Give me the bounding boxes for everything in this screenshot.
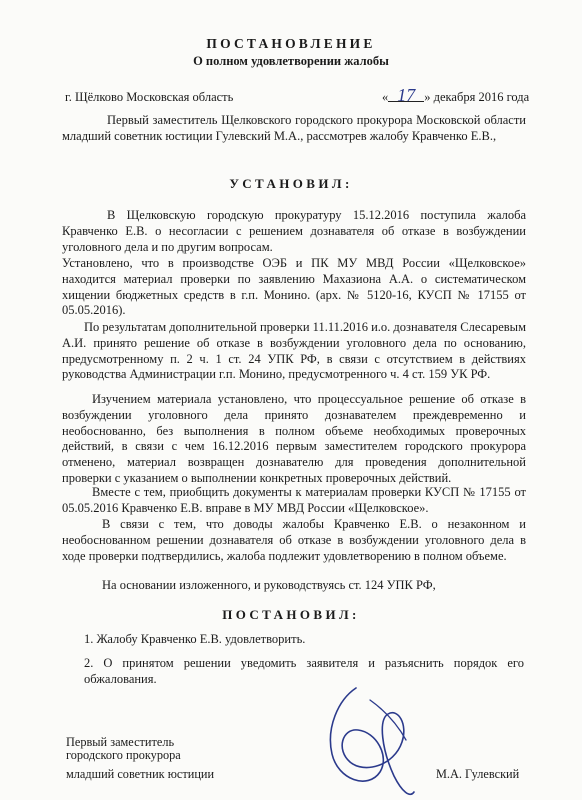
paragraph-study-of-material: Изучением материала установлено, что процессуальное решение об отказе в возбуждении уголовного дела принято дознавателем преждевременно и необоснованно, без выполнения в полном объеме необходимых проверочных действий, в связи с чем 16.12.2016 первым заместителем городского прокурора отменено, материал возвращен дознавателю для проведения дополнительной проверки с указанием о выполнении конкретных проверочных действий. — [62, 392, 526, 485]
signer-rank: младший советник юстиции — [66, 767, 215, 781]
document-place: г. Щёлково Московская область — [65, 90, 234, 104]
date-day-handwritten: 17 — [388, 90, 424, 102]
handwritten-signature — [298, 680, 448, 800]
document-subtitle: О полном удовлетворении жалобы — [193, 54, 389, 68]
paragraph-established: Установлено, что в производстве ОЭБ и ПК МУ МВД России «Щелковское» находится материал проверки по заявлению Махазиона А.А. о систематическом хищении бюджетных средств в г.п. Монино. (арх. № 5120-16, КУСП № 17155 от 05.05.2016). — [62, 256, 526, 318]
intro-paragraph: Первый заместитель Щелковского городского прокурора Московской области младший советник юстиции Гулевский М.А., рассмотрев жалобу Кравченко Е.В., — [62, 113, 526, 143]
signer-position-line2: городского прокурора — [66, 748, 181, 762]
resolution-item-2: 2. О принятом решении уведомить заявителя и разъяснить порядок его обжалования. — [84, 656, 524, 686]
paragraph-complaint-received: В Щелковскую городскую прокуратуру 15.12.2016 поступила жалоба Кравченко Е.В. о несогласии с решением дознавателя об отказе в возбуждении уголовного дела и по другим вопросам. — [62, 208, 526, 254]
signer-position-line1: Первый заместитель — [66, 735, 175, 749]
date-open-quote: « — [382, 90, 389, 104]
section-heading-postanovil: ПОСТАНОВИЛ: — [222, 607, 360, 622]
document-date — [382, 85, 530, 105]
section-heading-ustanovil: УСТАНОВИЛ: — [229, 176, 353, 191]
date-month-year: декабря 2016 года — [433, 90, 530, 104]
paragraph-legal-basis: На основании изложенного, и руководствуясь ст. 124 УПК РФ, — [102, 578, 436, 592]
paragraph-complaint-confirmed: В связи с тем, что доводы жалобы Кравченко Е.В. о незаконном и необоснованном решении дознавателя об отказе в возбуждении уголовного дела в ходе проверки подтвердились, жалоба подлежит удовлетворению в полном объеме. — [62, 517, 526, 563]
document-title: ПОСТАНОВЛЕНИЕ — [206, 36, 376, 51]
resolution-item-1: 1. Жалобу Кравченко Е.В. удовлетворить. — [84, 632, 306, 646]
paragraph-check-results: По результатам дополнительной проверки 11.11.2016 и.о. дознавателя Слесаревым А.И. принято решение об отказе в возбуждении уголовного дела по основанию, предусмотренному п. 2 ч. 1 ст. 24 УПК РФ, в связи с отсутствием в действиях руководства Администрации г.п. Монино, предусмотренного ч. 4 ст. 159 УК РФ. — [62, 320, 526, 382]
paragraph-attach-documents: Вместе с тем, приобщить документы к материалам проверки КУСП № 17155 от 05.05.2016 Кравченко Е.В. вправе в МУ МВД России «Щелковское». — [62, 485, 526, 515]
date-close-quote: » — [424, 90, 431, 104]
signer-name: М.А. Гулевский — [436, 767, 520, 781]
